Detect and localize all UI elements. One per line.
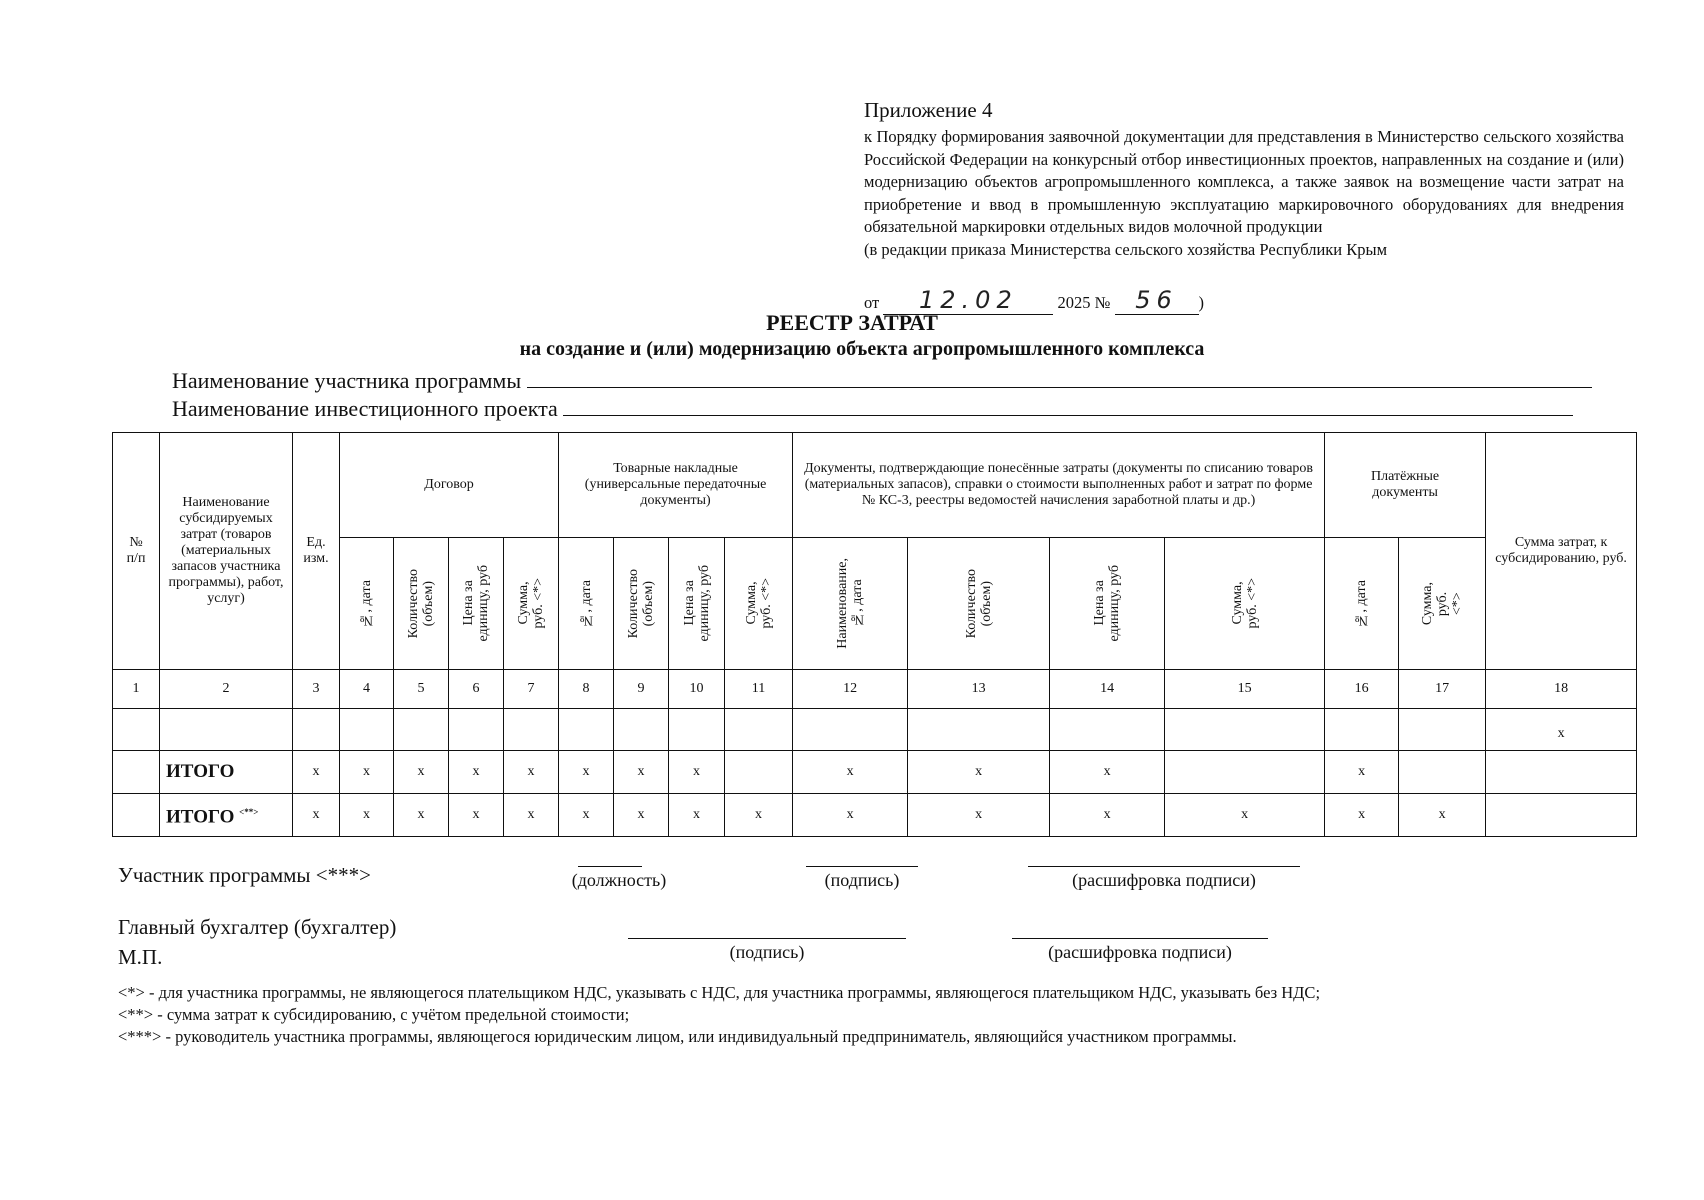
x-mark: х: [1325, 751, 1399, 794]
subheader-c13: Количество (объем): [908, 538, 1050, 670]
total-label: ИТОГО: [160, 751, 293, 794]
col-number: 9: [614, 670, 669, 709]
header-name: Наименование субсидируемых затрат (товаров (материальных запасов участника программы), работ, услуг): [160, 433, 293, 670]
header-payment-docs: Платёжные документы: [1325, 433, 1486, 538]
total-cell[interactable]: [1399, 751, 1486, 794]
data-row: [113, 709, 1637, 751]
subheader-c11: Сумма, руб. <*>: [725, 538, 793, 670]
x-mark: х: [504, 794, 559, 837]
x-mark: х: [614, 794, 669, 837]
col-number: 16: [1325, 670, 1399, 709]
col-number: 2: [160, 670, 293, 709]
signature-decode-line[interactable]: [1028, 866, 1300, 867]
participant-name-field[interactable]: [527, 369, 1592, 388]
total2-label: ИТОГО <**>: [160, 794, 293, 837]
subheader-c6: Цена за единицу, руб: [449, 538, 504, 670]
col-number: 11: [725, 670, 793, 709]
subheader-c12: Наименование, №, дата: [793, 538, 908, 670]
footnote-3: <***> - руководитель участника программы, являющегося юридическим лицом, или индивидуальный предприниматель, являющийся участником программы.: [118, 1027, 1237, 1046]
header-supporting-docs: Документы, подтверждающие понесённые затраты (документы по списанию товаров (материальных запасов), справки о стоимости выполненных работ и затрат по форме № КС-3, реестры ведомостей начисления заработной платы и др.): [793, 433, 1325, 538]
handwritten-number: 56: [1115, 286, 1199, 315]
x-mark: х: [559, 751, 614, 794]
x-mark: х: [669, 751, 725, 794]
x-mark: х: [1399, 794, 1486, 837]
total-cell[interactable]: [1165, 751, 1325, 794]
x-mark: х: [793, 751, 908, 794]
footnotes: [118, 982, 1320, 1048]
x-mark: х: [293, 751, 340, 794]
total2-footnote-mark: <**>: [239, 807, 259, 818]
col-number: 15: [1165, 670, 1325, 709]
col-number: 17: [1399, 670, 1486, 709]
table-cell[interactable]: [1050, 709, 1165, 751]
x-mark: х: [908, 794, 1050, 837]
appendix-edition: (в редакции приказа Министерства сельского хозяйства Республики Крым: [864, 239, 1388, 259]
table-cell[interactable]: [340, 709, 394, 751]
total-cell[interactable]: [725, 751, 793, 794]
header-contract: Договор: [340, 433, 559, 538]
x-mark: х: [449, 794, 504, 837]
col-number: 7: [504, 670, 559, 709]
subheader-c14: Цена за единицу, руб: [1050, 538, 1165, 670]
x-mark: х: [908, 751, 1050, 794]
col-number: 10: [669, 670, 725, 709]
table-cell: [113, 751, 160, 794]
project-name-label: Наименование инвестиционного проекта: [172, 396, 558, 421]
x-mark: х: [394, 794, 449, 837]
header-invoices: Товарные накладные (универсальные передаточные документы): [559, 433, 793, 538]
accountant-signature-line[interactable]: [628, 938, 906, 939]
total-cell[interactable]: [1486, 751, 1637, 794]
col-number: 14: [1050, 670, 1165, 709]
subheader-c16: №, дата: [1325, 538, 1399, 670]
table-cell[interactable]: [449, 709, 504, 751]
cost-register-table: [112, 432, 1637, 837]
x-mark: х: [725, 794, 793, 837]
col-number: 12: [793, 670, 908, 709]
subheader-c4: №, дата: [340, 538, 394, 670]
subheader-c10: Цена за единицу, руб: [669, 538, 725, 670]
year-number-label: 2025 №: [1057, 293, 1111, 312]
appendix-body: [864, 126, 1624, 261]
x-mark: х: [1050, 794, 1165, 837]
x-mark: х: [340, 751, 394, 794]
x-mark: х: [340, 794, 394, 837]
table-cell[interactable]: [793, 709, 908, 751]
x-mark: х: [293, 794, 340, 837]
col-number: 5: [394, 670, 449, 709]
x-mark: х: [1325, 794, 1399, 837]
x-mark: х: [669, 794, 725, 837]
table-cell[interactable]: [1325, 709, 1399, 751]
document-subtitle: на создание и (или) модернизацию объекта агропромышленного комплекса: [519, 338, 1205, 360]
column-number-row: [113, 670, 1637, 709]
table-cell[interactable]: [1399, 709, 1486, 751]
total-cell[interactable]: [1486, 794, 1637, 837]
x-mark: х: [504, 751, 559, 794]
table-cell[interactable]: [394, 709, 449, 751]
subheader-c5: Количество (объем): [394, 538, 449, 670]
col-number: 1: [113, 670, 160, 709]
col-number: 18: [1486, 670, 1637, 709]
appendix-text: к Порядку формирования заявочной документации для представления в Министерство сельского хозяйства Российской Федерации на конкурсный отбор инвестиционных проектов, направленных на создание и (или) модернизацию объектов агропромышленного комплекса, а также заявок на возмещение части затрат на приобретение и ввод в промышленную эксплуатацию маркировочного оборудованиях для внедрения обязательной маркировки отдельных видов молочной продукции: [864, 127, 1624, 236]
subheader-c9: Количество (объем): [614, 538, 669, 670]
x-mark: х: [1165, 794, 1325, 837]
accountant-decode-caption: (расшифровка подписи): [1048, 942, 1232, 962]
x-mark: х: [614, 751, 669, 794]
total-row: [113, 751, 1637, 794]
x-mark: х: [394, 751, 449, 794]
table-cell[interactable]: [504, 709, 559, 751]
position-caption: (должность): [571, 870, 667, 890]
accountant-signature-caption: (подпись): [729, 942, 805, 962]
table-cell[interactable]: [669, 709, 725, 751]
stamp-label: М.П.: [118, 945, 163, 969]
table-cell[interactable]: [113, 709, 160, 751]
subheader-c17: Сумма, руб. <*>: [1399, 538, 1486, 670]
table-cell[interactable]: [614, 709, 669, 751]
date-prefix: от: [864, 293, 880, 312]
accountant-decode-line[interactable]: [1012, 938, 1268, 939]
x-mark: х: [1486, 709, 1637, 751]
footnote-1: <*> - для участника программы, не являющегося плательщиком НДС, указывать с НДС, для участника программы, являющегося плательщиком НДС, указывать без НДС;: [118, 983, 1321, 1002]
handwritten-date: 12.02: [883, 286, 1053, 315]
col-number: 6: [449, 670, 504, 709]
header-sum-total: Сумма затрат, к субсидированию, руб.: [1486, 433, 1637, 670]
document-title: РЕЕСТР ЗАТРАТ: [766, 310, 938, 335]
col-number: 8: [559, 670, 614, 709]
col-number: 13: [908, 670, 1050, 709]
table-cell: [113, 794, 160, 837]
signature-line[interactable]: [806, 866, 918, 867]
x-mark: х: [793, 794, 908, 837]
x-mark: х: [559, 794, 614, 837]
participant-name-label: Наименование участника программы: [172, 368, 522, 393]
subheader-c7: Сумма, руб. <*>: [504, 538, 559, 670]
participant-signature-label: Участник программы <***>: [118, 863, 371, 887]
table-cell[interactable]: [725, 709, 793, 751]
project-name-field[interactable]: [563, 397, 1573, 416]
close-paren: ): [1198, 293, 1204, 312]
table-cell[interactable]: [160, 709, 293, 751]
position-line[interactable]: [578, 866, 642, 867]
accountant-label: Главный бухгалтер (бухгалтер): [118, 915, 397, 939]
x-mark: х: [449, 751, 504, 794]
subheader-c8: №, дата: [559, 538, 614, 670]
signature-caption: (подпись): [824, 870, 900, 890]
header-row-sub: [113, 538, 1637, 670]
table-cell[interactable]: [908, 709, 1050, 751]
subheader-c15: Сумма, руб. <*>: [1165, 538, 1325, 670]
header-no: № п/п: [113, 433, 160, 670]
col-number: 3: [293, 670, 340, 709]
signature-decode-caption: (расшифровка подписи): [1072, 870, 1256, 890]
header-row-groups: [113, 433, 1637, 538]
participant-name-row: [172, 368, 1592, 394]
total-subsidy-row: [113, 794, 1637, 837]
table-cell[interactable]: [559, 709, 614, 751]
appendix-title: Приложение 4: [864, 98, 993, 122]
x-mark: х: [1050, 751, 1165, 794]
table-cell[interactable]: [293, 709, 340, 751]
project-name-row: [172, 396, 1573, 422]
header-unit: Ед. изм.: [293, 433, 340, 670]
col-number: 4: [340, 670, 394, 709]
footnote-2: <**> - сумма затрат к субсидированию, с учётом предельной стоимости;: [118, 1005, 630, 1024]
table-cell[interactable]: [1165, 709, 1325, 751]
